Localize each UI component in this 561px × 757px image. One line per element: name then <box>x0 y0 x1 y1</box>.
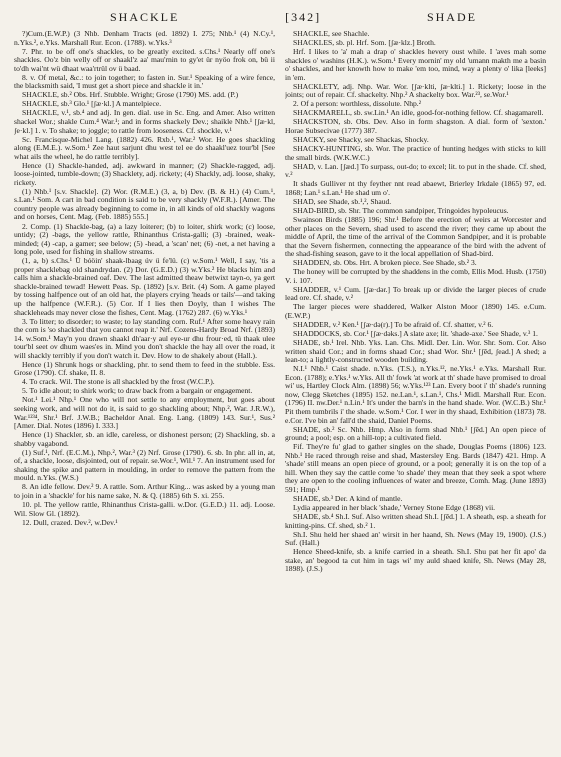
dictionary-entry: SHACKY, see Shacky, see Shackas, Shocky. <box>293 135 429 145</box>
dictionary-entry: 3. To litter; to disorder; to waste; to lay standing corn. Ruf.¹ After some heavy rain the corn is 'so shackled that you cannot reap it.' Nrf. Cozens-Hardy Broad Nrf. (1893) 14. w.Som.¹ May'n you drawn shaakl dh'aar·y aul eye-ur dhu frour·ed, tü thaak ulee tour'bl seet ov dhum waes'es in. Mind you don't shackle the hay all over the road, it will shackly terribly if you don't watch it. Dev. How to de shakely about (Hall.). <box>14 316 275 360</box>
dictionary-entry: 8. v. Of metal, &c.: to join together; to fasten in. Sur.¹ Speaking of a wire fence, the blacksmith said, 'I must get a short piece and shackle it in.' <box>14 72 275 91</box>
dictionary-entry: (1, a, b) s.Chs.¹ Ü bóöin' shaak-lbaag úv ü fe'lü. (c) w.Som.¹ Well, I say, 'tis a proper shacklebag old shandrydan. (2) Dor. (G.E.D.) (3) w.Yks.² He blacks him and calls him a shackle-brained oaf. Dev. The last admitted theaw betwixt tayn-o, ya gert shackle-brained tewad! Hewett Peas. Sp. (1892) [s.v. Brit. (4) Som. A game played by tossing halfpence out of an old hat, the players crying 'heads or tails'—and taking up the halfpence (W.F.R.). (5) Cor. If I lies then Doyly, than I wishes The shackleheads may never close the fishes, Cent. Mag. (1762) 287. (6) w.Yks.¹ <box>14 256 275 317</box>
dictionary-entry: Fif. They're fu' glad to gather singles on the shade, Douglas Poems (1806) 123. Nhb.¹ He raced through reise and shad, Mastersley Eng. Bards (1847) 421. Hmp. A 'shade' still means an open piece of ground, or a pool; generally it is on the top of a hill. When they say the cattle come 'to shade' they mean that they seek a spot where they are open to the cooling influences of water and breeze, Comh. Mag. (June 1893) 591; Hmp.¹ <box>285 442 546 494</box>
dictionary-entry: 2. Comp. (1) Shackle-bag, (a) a lazy loiterer; (b) to loiter, shirk work; (c) loose, untidy; (2) -bags, the yellow rattle, Rhinanthus Crista-galli; (3) -brained, weak-minded; (4) -cap, a gamer; see below; (5) -head, a 'scan' net; (6) -net, a net having a long pole, used for fishing in shallow streams. <box>14 221 275 257</box>
page-header <box>14 10 547 28</box>
dictionary-entry: Hence (1) Shrunk hogs or shackling, phr. to send them to feed in the stubble. Ess. Grose (1790). Cf. shake, II. 8. <box>14 359 275 378</box>
header-right-headword: SHADE <box>426 10 477 24</box>
dictionary-entry: SHACKLE, sb.² Obs. Hrf. Stubble. Wright; Grose (1790) MS. add. (P.) <box>22 90 239 100</box>
dictionary-entry: 5. To idle about; to shirk work; to draw back from a bargain or engagement. <box>22 386 253 396</box>
left-column <box>14 30 275 757</box>
dictionary-entry: SHADE, sb.³ Der. A kind of mantle. <box>293 493 403 503</box>
dictionary-entry: 4. To crack. Wil. The stone is all shackled by the frost (W.C.P.). <box>22 377 215 387</box>
dictionary-entry: SHADDEN, sb. Obs. Hrt. A broken piece. See Shade, sb.² 3. <box>293 258 477 268</box>
dictionary-entry: The honey will be corrupted by the shaddens in the comb, Ellis Mod. Husb. (1750) V. i. 107. <box>285 267 546 285</box>
dictionary-entry: SHADDER, v.² Ken.¹ [ʃæ·də(r).] To be afraid of. Cf. shatter, v.² 6. <box>293 320 494 330</box>
page-number: [342] <box>285 10 322 24</box>
dictionary-entry: (1) Suf.¹, Nrf. (E.C.M.), Nhp.², War.³ (2) Nrf. Grose (1790). 6. sb. In phr. all in, at, of, a shackle, loose, disjointed, out of repair. se.Wor.¹, Wil.¹ 7. An instrument used for shaking the spike and pattern in moulding, in order to remove the pattern from the mould. n.Yks. (W.S.) <box>14 447 275 483</box>
dictionary-entry: 2. Of a person: worthless, dissolute. Nhp.² <box>293 99 421 109</box>
dictionary-entry: SHADE, sb.¹ Irel. Nhb. Yks. Lan. Chs. Midl. Der. Lin. Wor. Shr. Som. Cor. Also written shaid Cor.; and in forms shaad Cor.; shad Wor. Shr.¹ [ʃēd, ʃead.] A shed; a lean-to; a lightly-constructed wooden building. <box>285 338 546 365</box>
dictionary-entry: Lydia appeared in her black 'shade,' Verney Stone Edge (1868) vii. <box>293 503 496 513</box>
dictionary-entry: 12. Dull, crazed. Dev.², w.Dev.¹ <box>22 517 118 527</box>
dictionary-entry: SHAD, see Shade, sb.¹,², Shaud. <box>293 196 392 206</box>
dictionary-entry: ?)Cum.(E.W.P.) (3 Nhb. Denham Tracts (ed. 1892) I. 275; Nhb.¹ (4) N.Cy.¹, n.Yks.², e.Yks. Marshall Rur. Econ. (1788). w.Yks.³ <box>14 30 275 47</box>
dictionary-entry: SHADDER, v.¹ Cum. [ʃæ·dər.] To break up or divide the larger pieces of crude lead ore. Cf. shade, v.² <box>285 284 546 303</box>
dictionary-entry: SHADE, sb.⁴ Sh.I. Suf. Also written shead Sh.I. [ʃēd.] 1. A sheath, esp. a sheath for knitting-pins. Cf. shed, sb.² 1. <box>285 512 546 530</box>
dictionary-entry: The larger pieces were shaddered, Walker Alston Moor (1890) 145. e.Cum. (E.W.P.) <box>285 302 546 320</box>
dictionary-entry: SHAD-BIRD, sb. Shr. The common sandpiper, Tringoides hypoleucus. <box>293 205 509 215</box>
dictionary-entry: SHACKMARELL, sb. sw.Lin.¹ An idle, good-for-nothing fellow. Cf. shagamarell. <box>293 108 544 118</box>
dictionary-entry: SHACKLE, v.¹, sb.⁴ and adj. In gen. dial. use in Sc. Eng. and Amer. Also written shackel Wor.; shakle Cum.⁴ War.¹; and in forms shackely Dev.; shaikle Nhb.¹ [ʃæ·kl, ʃe·kl.] 1. v. To shake; to joggle; to rattle from looseness. Cf. shockle, v.¹ <box>14 108 275 135</box>
dictionary-entry: 8. An idle fellow. Dev.² 9. A rattle. Som. Arthur King... was asked by a young man to join in a 'shackle' for his name sake, N. & Q. (1885) 6th S. xi. 255. <box>14 482 275 500</box>
dictionary-entry: 7. Phr. to be off one's shackles, to be greatly excited. s.Chs.¹ Nearly off one's shackles. Oo'z bin welly off or shaakl'z aa' mau'rnin to gy'et ür nyöo frok on, bü ii to'dh wai'nt wü dhaat waa'rtrül ov ü baad. <box>14 46 275 73</box>
dictionary-entry: SHACKLE, sb.³ Glo.¹ [ʃæ·kl.] A mantelpiece. <box>22 99 162 109</box>
dictionary-entry: It shads Gulliver nt thy feyther nnt read abaewt, Brierley Irkdale (1865) 97, ed. 1868; Lan.¹ s.Lan.¹ He shad um o'. <box>285 179 546 197</box>
dictionary-entry: Hence (1) Shackle-handed, adj. awkward in manner; (2) Shackle-ragged, adj. loose-jointed, tumble-down; (3) Shacklety, adj. rickety; (4) Shackly, adj. loose, shaky, rickety. <box>14 160 275 187</box>
dictionary-entry: SHACKLE, see Shachle. <box>293 30 370 38</box>
dictionary-entry: Not.¹ Lei.¹ Nhp.¹ One who will not settle to any employment, but goes about seeking work, and will not do it, is said to go shackling about; Nhp.², War. J.R.W.), War.¹²³⁴, Shr.¹ Brf. J.W.B.; Bacheldor Anal. Eng. Lang. (1809) 143. Sur.¹, Sus.² [Amer. Dial. Notes (1896) I. 333.] <box>14 395 275 431</box>
dictionary-entry: SHADDOCKS, sb. Cor.¹ [ʃæ·dəks.] A slate axe; lit. 'shade-axe.' See Shade, v.³ 1. <box>293 329 538 339</box>
dictionary-entry: N.I.¹ Nhb.¹ Caist shade. n.Yks. (T.S.), n.Yks.¹², ne.Yks.¹ e.Yks. Marshall Rur. Econ. (1788); e.Yks.¹ w.Yks. All th' fowk 'at work at th' shade have promised to droal wi' us, Hartley Clock Alm. (1898) 56; w.Yks.¹²³ Lan. Every boot i' th' shade's running now, Clegg Sketches (1895) 152. ne.Lan.¹, s.Lan.¹, Chs.¹ Midl. Marshall Rur. Econ. (1796) II. nw.Der.¹ n.Lin.¹ It's under the barn's in the hand shade. Wor. (W.C.B.) Shr.¹ Pit them tumbrils i' the shade. w.Som.¹ Cor. I wer in thy shaad, Exhibition (1873) 78. e.Cor. I've bin an' fall'd the shaid, Daniel Poems. <box>285 364 546 425</box>
dictionary-entry: Hence (1) Shackler, sb. an idle, careless, or dishonest person; (2) Shackling, sb. a shabby vagabond. <box>14 430 275 448</box>
header-left-headword: SHACKLE <box>110 10 180 24</box>
page-columns <box>14 30 547 757</box>
dictionary-entry: Sc. Francisque-Michel Lang. (1882) 426. Rxb.¹, War.² Wor. He goes shackling along (E.M.E.). w.Som.¹ Zee haut sarjunt dhu west tel ee do shaakl'uez tour'bl [See what ails the wheel, he do rattle terribly]. <box>14 134 275 161</box>
dictionary-entry: SHADE, sb.² Sc. Nhb. Hmp. Also in form shad Nhb.¹ [ʃēd.] An open piece of ground; a pool; esp. on a hill-top; a cultivated field. <box>285 424 546 443</box>
dictionary-entry: Hence Sheed-knife, sb. a knife carried in a sheath. Sh.I. Shu pat her fit apo' da stake, an' begood ta cut him in tags wi' my auld shaed knife, Sh. News (May 28, 1898). (J.S.) <box>285 547 546 574</box>
dictionary-entry: SHACKLETY, adj. Nhp. War. Wor. [ʃæ·klti, ʃæ·klti.] 1. Rickety; loose in the joints; out of repair. Cf. shackelty. Nhp.² A shackelty box. War.²³, se.Wor.¹ <box>285 81 546 100</box>
right-column <box>285 30 546 757</box>
dictionary-entry: 10. pl. The yellow rattle, Rhinanthus Crista-galli. w.Dor. (G.E.D.) 11. adj. Loose. Wil. Slow Gl. (1892). <box>14 500 275 518</box>
dictionary-entry: SHACKLES, sb. pl. Hrf. Som. [ʃæ·klz.] Broth. <box>293 38 436 48</box>
dictionary-entry: SHACKY-HUNTING, sb. Wor. The practice of hunting hedges with sticks to kill the small birds. (W.K.W.C.) <box>285 144 546 162</box>
dictionary-entry: Swainson Birds (1885) 196; Shr.¹ Before the erection of weirs at Worcester and other places on the Severn, shad used to ascend the river; they came up about the middle of April, the time of the arrival of the Common Sandpiper, and it is probable that the Severn fishermen, connecting the appearance of the bird with the advent of the shad-fishing season, gave to it the local appellation of Shad-bird. <box>285 214 546 259</box>
dictionary-entry: Hrf. I likes to 'a' mah a drap o' shackles hevery oust while. I 'aves mah some shackles o' washins (H.K.). w.Som.¹ Every mornin' my old 'umann makth me a basin o' shackles, and her knowth how to make 'em too, mind, way a plenty o' lika [leeks] in 'em. <box>285 47 546 82</box>
dictionary-entry: SHAD, v. Lan. [ʃæd.] To surpass, out-do; to excel; lit. to put in the shade. Cf. shed, v.² <box>285 161 546 180</box>
dictionary-entry: Sh.I. Shu held her shaed an' wirsit in her haand, Sh. News (May 19, 1900). (J.S.) Suf. (Hall.) <box>285 529 546 548</box>
dictionary-entry: SHACKSTON, sb. Obs. Dev. Also in form shagston. A dial. form of 'sexton.' Horae Subsecivae (1777) 387. <box>285 117 546 136</box>
dictionary-entry: (1) Nhb.¹ [s.v. Shackle]. (2) Wor. (R.M.E.) (3, a, b) Dev. (B. & H.) (4) Cum.¹, s.Lan.¹ Som. A cart in bad condition is said to be very shackly (W.F.R.). [Amer. The country people was already beginning to come in, in all kinds of old shackly wagons and on horses, Cent. Mag. (Feb. 1885) 555.] <box>14 186 275 222</box>
